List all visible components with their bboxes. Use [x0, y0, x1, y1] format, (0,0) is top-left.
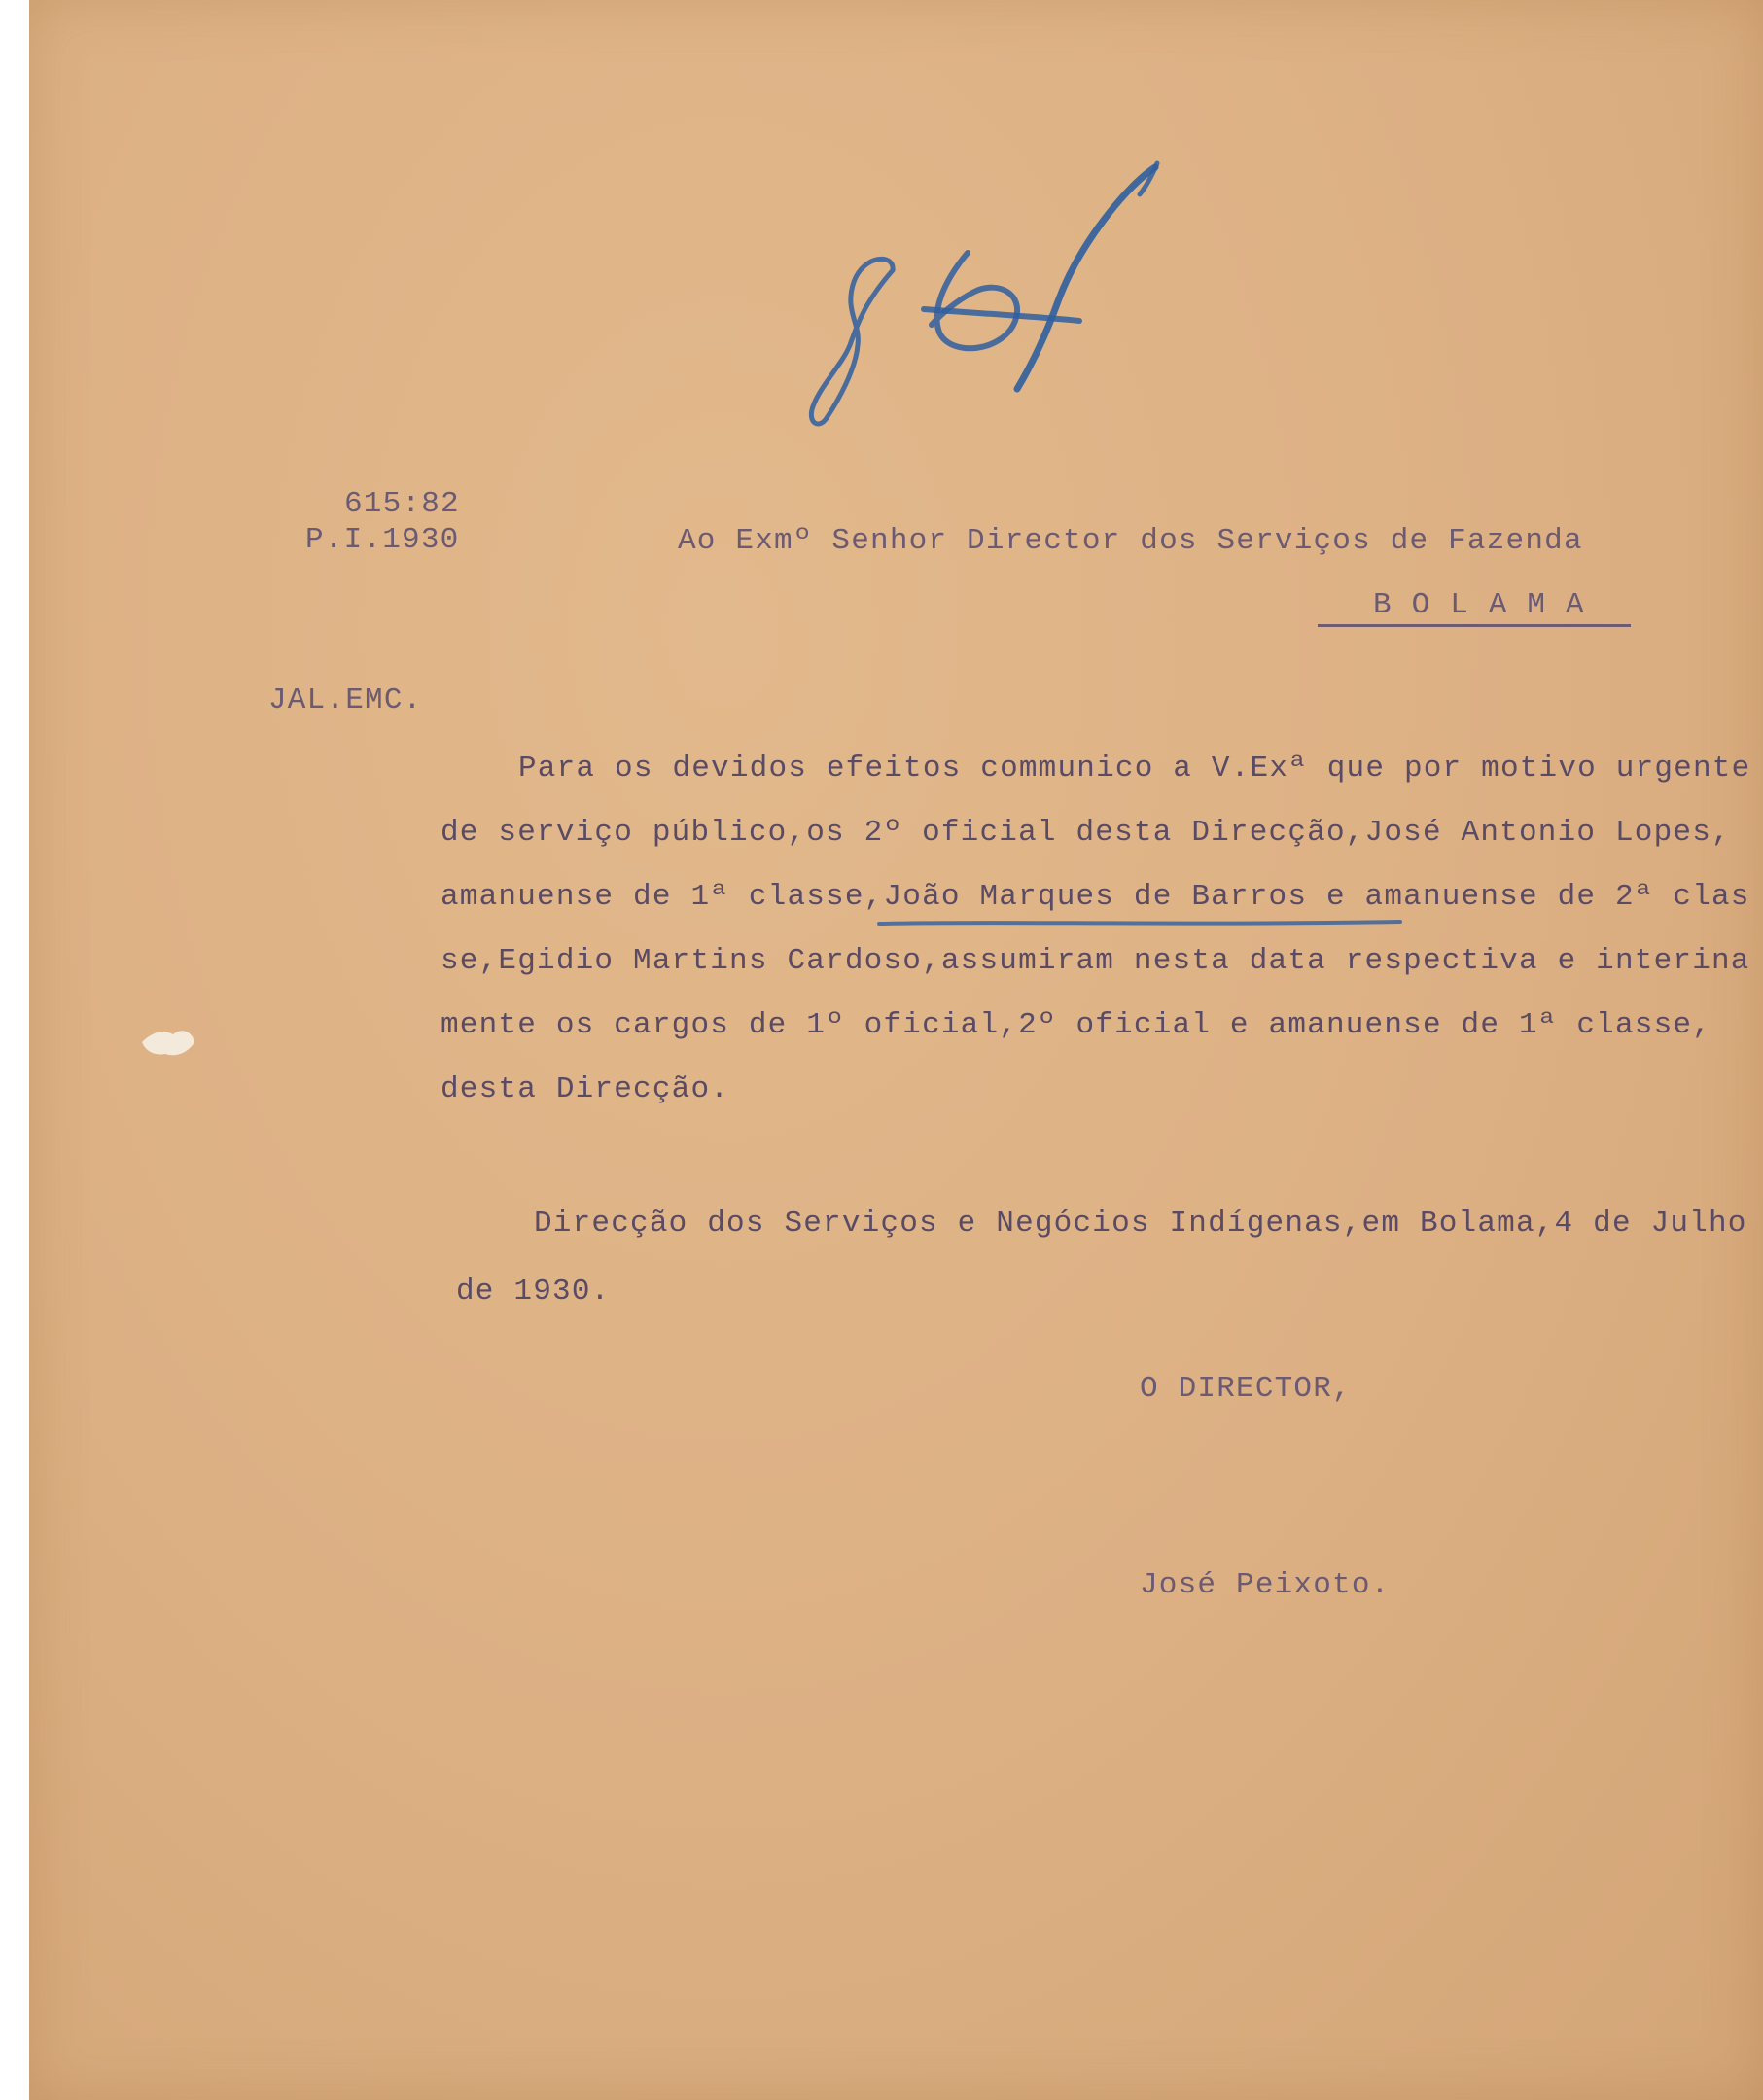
dateline-1: Direcção dos Serviços e Negócios Indígenas,em Bolama,4 de Julho — [534, 1207, 1747, 1241]
dateline-2: de 1930. — [456, 1275, 611, 1309]
initials: JAL.EMC. — [268, 683, 423, 718]
body-line-5: mente os cargos de 1º oficial,2º oficial e amanuense de 1ª classe, — [441, 1008, 1711, 1042]
body-line-1: Para os devidos efeitos communico a V.Exª que por motivo urgente — [518, 752, 1751, 786]
signature-title: O DIRECTOR, — [1140, 1372, 1352, 1406]
signature-name: José Peixoto. — [1140, 1568, 1391, 1602]
addressee-line: Ao Exmº Senhor Director dos Serviços de Fazenda — [678, 524, 1583, 558]
addressee-place-underline — [1318, 624, 1631, 627]
reference-number: 615:82 — [344, 487, 460, 521]
body-line-3: amanuense de 1ª classe,João Marques de Barros e amanuense de 2ª clas — [441, 880, 1750, 914]
body-line-4: se,Egidio Martins Cardoso,assumiram nesta data respectiva e interina — [441, 944, 1750, 978]
document-page — [29, 0, 1763, 2100]
paper-tear-mark — [138, 1023, 198, 1062]
pencil-underline — [877, 917, 1402, 928]
body-line-2: de serviço público,os 2º oficial desta Direcção,José Antonio Lopes, — [441, 816, 1731, 850]
body-line-6: desta Direcção. — [441, 1072, 730, 1106]
reference-code: P.I.1930 — [305, 523, 460, 557]
addressee-place: B O L A M A — [1373, 588, 1585, 622]
handwritten-blue-pencil-mark — [749, 146, 1186, 438]
